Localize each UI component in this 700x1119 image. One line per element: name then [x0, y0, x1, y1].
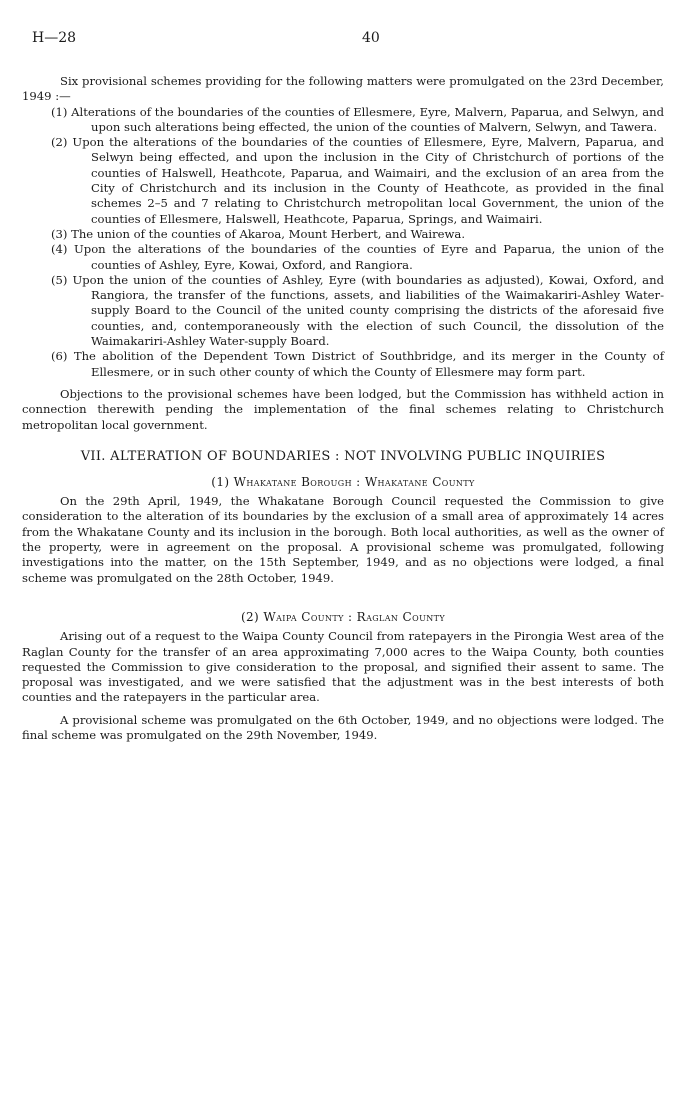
list-item: (3) The union of the counties of Akaroa, Mount Herbert, and Wairewa.: [51, 226, 466, 241]
document-body: [22, 74, 664, 743]
whakatane-paragraph: On the 29th April, 1949, the Whakatane Borough Council requested the Commission to give consideration to the alteration of its boundaries by the exclusion of a small area of approximately 14 acres from the Whakatane County and its inclusion in the borough. Both local authorities, as well as the owner of the property, were in agreement on the proposal. A provisional scheme was promulgated, following investigations into the matter, on the 15th September, 1949, and as no objections were lodged, a final scheme was promulgated on the 28th October, 1949.: [22, 494, 664, 585]
section-heading: VII. ALTERATION OF BOUNDARIES : NOT INVOLVING PUBLIC INQUIRIES: [80, 448, 606, 464]
page-header: [22, 30, 664, 52]
subsection-title-waipa: (2) Waipa County : Raglan County: [240, 609, 446, 624]
subsection-title-whakatane: (1) Whakatane Borough : Whakatane County: [211, 474, 475, 489]
provisional-items-list: [22, 105, 664, 380]
page-number: 40: [362, 30, 380, 46]
waipa-paragraph-1: Arising out of a request to the Waipa County Council from ratepayers in the Pirongia West area of the Raglan County for the transfer of an area approximating 7,000 acres to the Waipa County, both counties requested the Commission to give consideration to the proposal, and signified their assent to same. The proposal was investigated, and we were satisfied that the adjustment was in the best interests of both counties and the ratepayers in the particular area.: [22, 629, 664, 705]
waipa-paragraph-2: A provisional scheme was promulgated on the 6th October, 1949, and no objections were lodged. The final scheme was promulgated on the 29th November, 1949.: [22, 712, 664, 742]
list-item: (5) Upon the union of the counties of Ashley, Eyre (with boundaries as adjusted), Kowai, Oxford, and Rangiora, the transfer of the functions, assets, and liabilities of the Waimakariri-Ashley Water-supply Board to the Council of the united county comprising the districts of the aforesaid five counties, and, contemporaneously with the election of such Council, the dissolution of the Waimakariri-Ashley Water-supply Board.: [51, 272, 664, 349]
objections-paragraph: Objections to the provisional schemes have been lodged, but the Commission has withheld action in connection therewith pending the implementation of the final schemes relating to Christchurch metropolitan local government.: [22, 386, 664, 432]
provisional-intro: Six provisional schemes providing for the following matters were promulgated on the 23rd December, 1949 :—: [22, 74, 664, 104]
list-item: (2) Upon the alterations of the boundaries of the counties of Ellesmere, Eyre, Malvern, Paparua, and Selwyn being effected, and upon the inclusion in the City of Christchurch of portions of the counties of Halswell, Heathcote, Paparua, and Waimairi, and the exclusion of an area from the City of Christchurch and its inclusion in the County of Heathcote, as provided in the final schemes 2–5 and 7 relating to Christchurch metropolitan local Government, the union of the counties of Ellesmere, Halswell, Heathcote, Paparua, Springs, and Waimairi.: [51, 135, 664, 226]
list-item: (4) Upon the alterations of the boundaries of the counties of Eyre and Paparua, the union of the counties of Ashley, Eyre, Kowai, Oxford, and Rangiora.: [51, 242, 664, 272]
page-code: H—28: [32, 30, 77, 46]
list-item: (1) Alterations of the boundaries of the counties of Ellesmere, Eyre, Malvern, Paparua, and Selwyn, and upon such alterations being effected, the union of the counties of Malvern, Selwyn, and Tawera.: [51, 104, 664, 134]
list-item: (6) The abolition of the Dependent Town District of Southbridge, and its merger in the County of Ellesmere, or in such other county of which the County of Ellesmere may form part.: [51, 349, 664, 379]
